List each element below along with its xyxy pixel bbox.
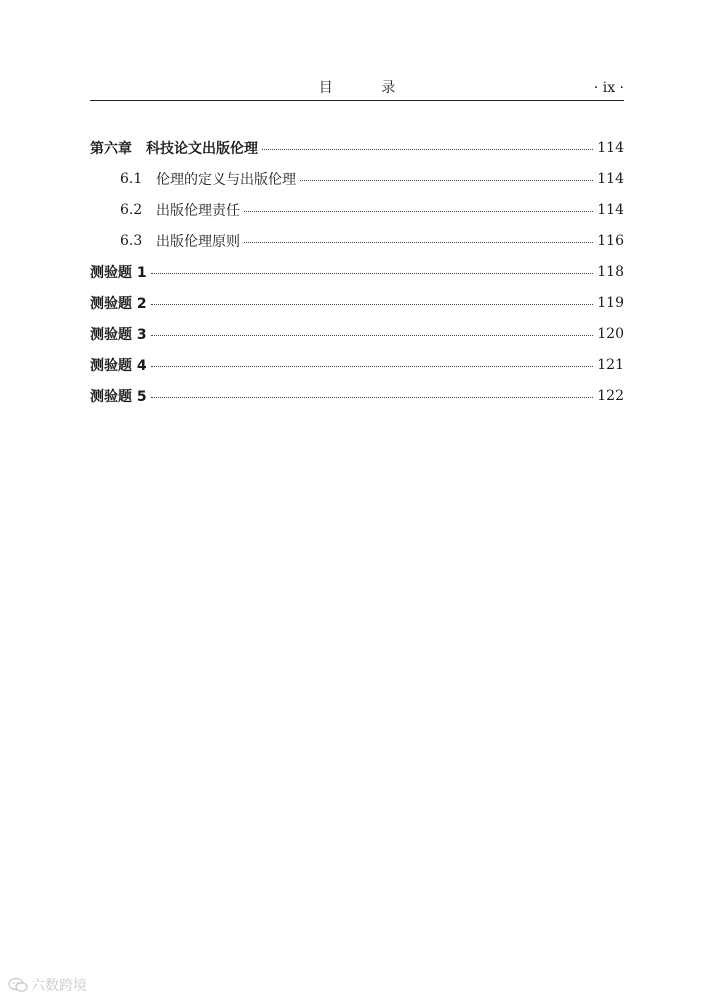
- toc-entry-quiz-5[interactable]: [90, 380, 624, 411]
- toc-entry-page: 122: [597, 387, 624, 404]
- running-header: [90, 78, 624, 101]
- dot-leader: [244, 242, 593, 243]
- dot-leader: [151, 304, 594, 305]
- chapter-number: 第六章: [90, 140, 132, 157]
- toc-entry-page: 119: [597, 294, 624, 311]
- toc-entry-page: 114: [597, 170, 624, 187]
- toc-entry-quiz-1[interactable]: [90, 256, 624, 287]
- dot-leader: [151, 397, 594, 398]
- toc-entry-section-6-2[interactable]: [90, 194, 624, 225]
- section-title: 伦理的定义与出版伦理: [156, 171, 296, 188]
- running-header-page-number: · ix ·: [593, 80, 624, 96]
- quiz-title: 测验题 1: [90, 264, 147, 281]
- wechat-icon: [8, 977, 28, 993]
- toc-entry-section-6-1[interactable]: [90, 163, 624, 194]
- toc-entry-page: 116: [597, 232, 624, 249]
- section-title: 出版伦理原则: [156, 233, 240, 250]
- quiz-title: 测验题 2: [90, 295, 147, 312]
- toc-entry-page: 121: [597, 356, 624, 373]
- dot-leader: [300, 180, 593, 181]
- toc-entry-quiz-3[interactable]: [90, 318, 624, 349]
- toc-entry-label: [90, 138, 258, 158]
- toc-entry-chapter-6[interactable]: [90, 132, 624, 163]
- dot-leader: [151, 273, 594, 274]
- quiz-title: 测验题 5: [90, 388, 147, 405]
- section-number: 6.2: [120, 201, 143, 218]
- dot-leader: [244, 211, 593, 212]
- toc-entry-page: 118: [597, 263, 624, 280]
- dot-leader: [262, 149, 593, 150]
- quiz-title: 测验题 4: [90, 357, 147, 374]
- section-number: 6.1: [120, 170, 143, 187]
- toc-entry-page: 114: [597, 139, 624, 156]
- dot-leader: [151, 366, 594, 367]
- section-number: 6.3: [120, 232, 143, 249]
- watermark: [8, 975, 87, 995]
- watermark-text: 六数跨境: [31, 978, 87, 994]
- chapter-title: 科技论文出版伦理: [146, 140, 258, 157]
- toc-entry-page: 120: [597, 325, 624, 342]
- running-header-title: 目 录: [318, 80, 418, 96]
- toc-entry-section-6-3[interactable]: [90, 225, 624, 256]
- section-title: 出版伦理责任: [156, 202, 240, 219]
- toc-entry-quiz-2[interactable]: [90, 287, 624, 318]
- table-of-contents: [90, 132, 624, 411]
- toc-entry-page: 114: [597, 201, 624, 218]
- quiz-title: 测验题 3: [90, 326, 147, 343]
- dot-leader: [151, 335, 594, 336]
- toc-entry-quiz-4[interactable]: [90, 349, 624, 380]
